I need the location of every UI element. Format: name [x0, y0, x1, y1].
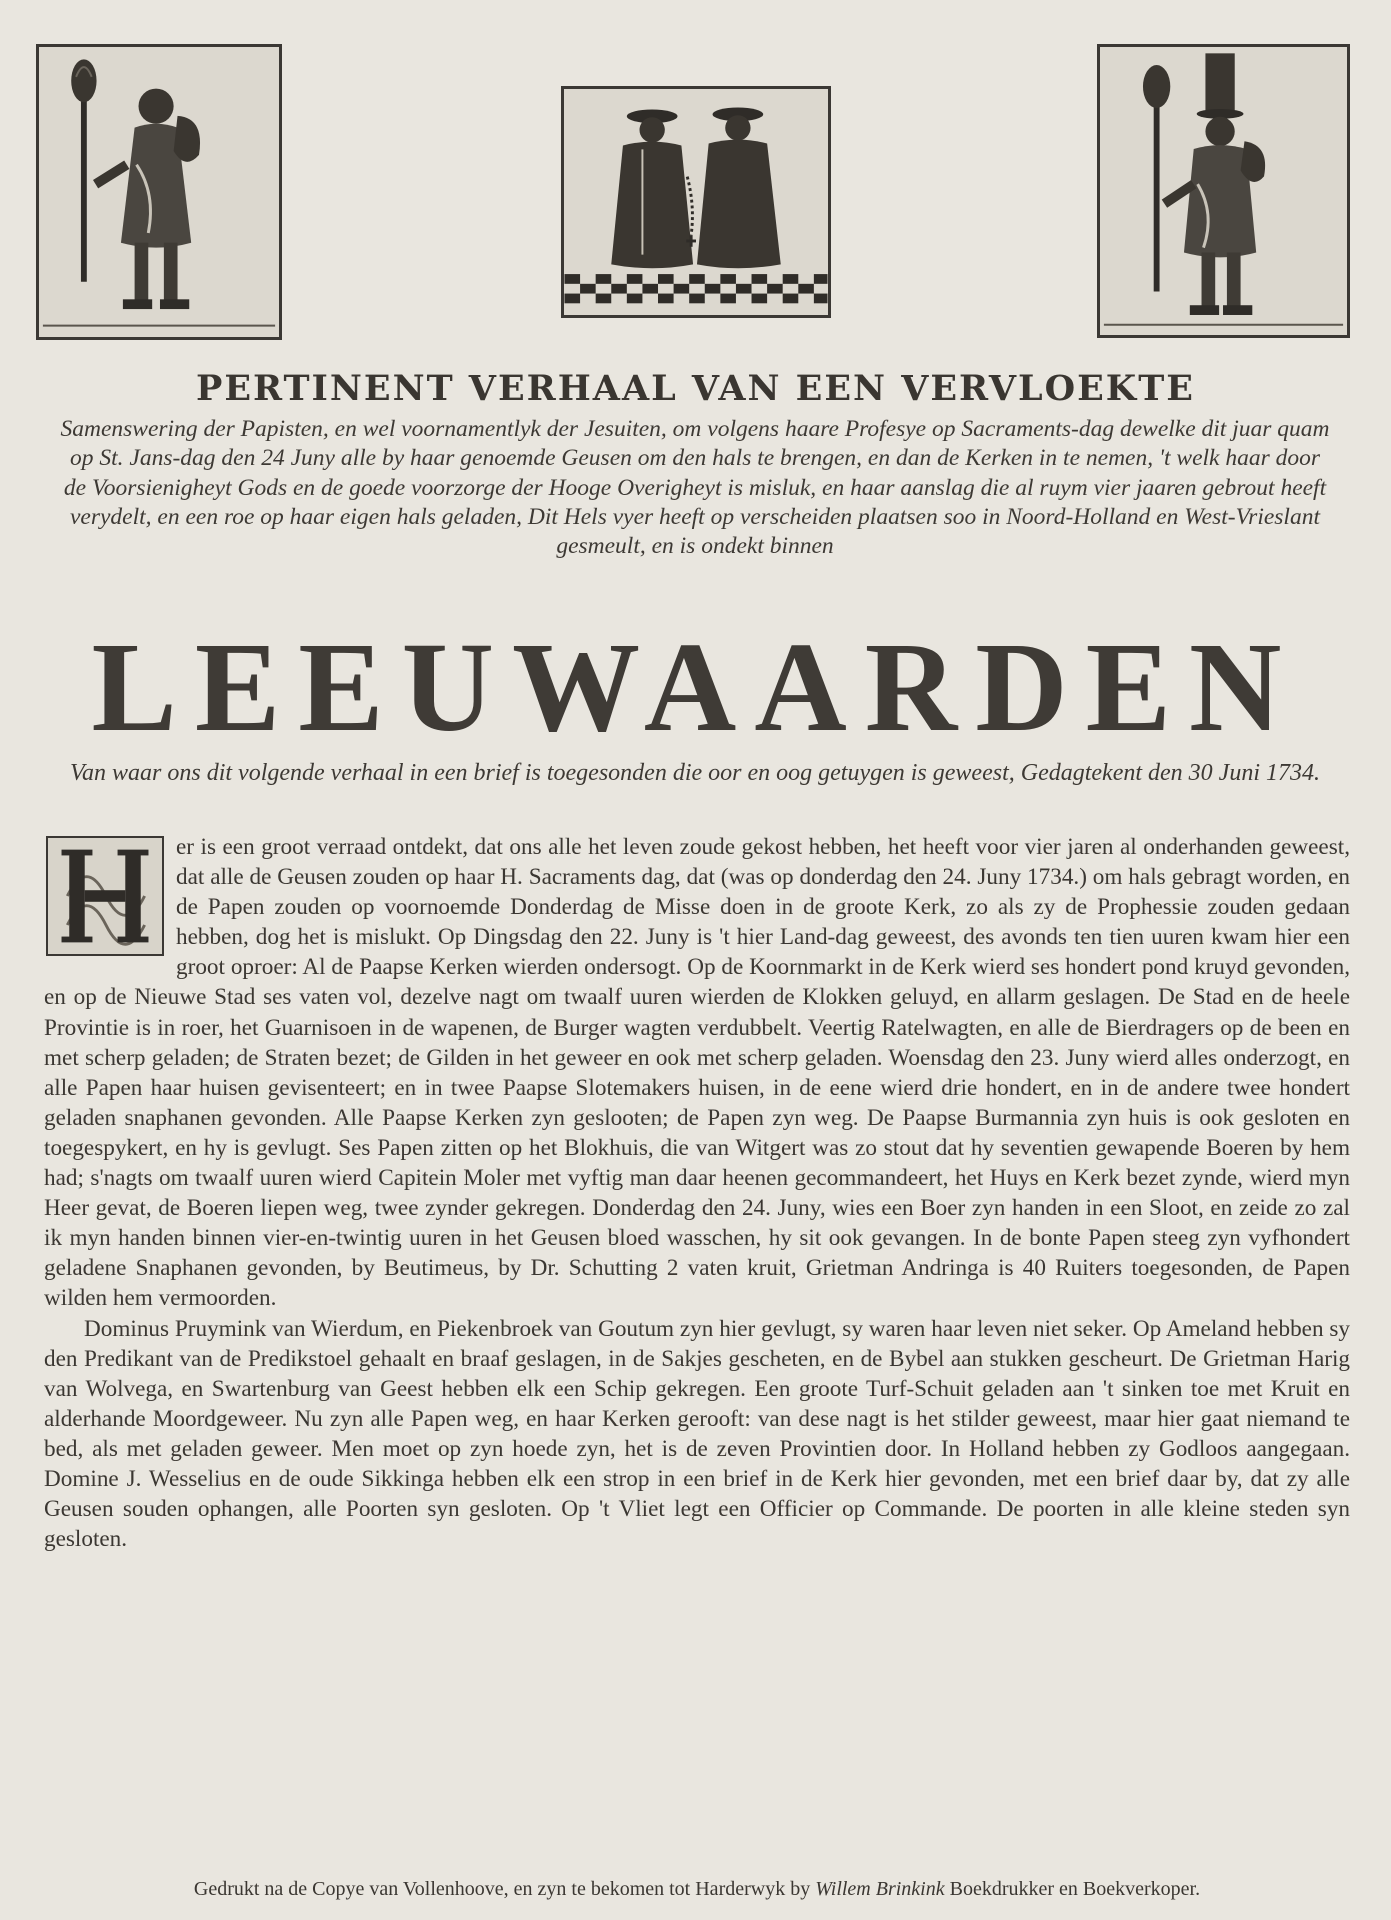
clergymen-illustration: [564, 89, 828, 315]
woodcut-torch-bearer-right: [1097, 44, 1350, 338]
body-paragraph: er is een groot verraad ontdekt, dat ons alle het leven zoude gekost hebben, het heeft voor vier jaren al onderhanden geweest, dat alle de Geusen zouden op haar H. Sacraments dag, dat (was op donderdag den 24. Juny 1734.) om hals gebragt worden, en de Papen zouden op voornoemde Donderdag de Misse doen in de groote Kerk, zo als zy de Prophessie zouden gedaan hebben, dog het is mislukt. Op Dingsdag den 22. Juny is 't hier Land-dag geweest, des avonds ten tien uuren kwam hier een groot oproer: Al de Paapse Kerken wierden ondersogt. Op de Koornmarkt in de Kerk wierd ses hondert pond kruyd gevonden, en op de Nieuwe Stad ses vaten vol, dezelve nagt om twaalf uuren wierden de Klokken geluyd, en allarm geslagen. De Stad en de heele Provintie is in roer, het Guarnisoen in de wapenen, de Burger wagten verdubbelt. Veertig Ratelwagten, en alle de Bierdragers op de been en met scherp geladen; de Straten bezet; de Gilden in het geweer en ook met scherp geladen. Woensdag den 23. Juny wierd alles onderzogt, en alle Papen haar huisen gevisenteert; en in twee Paapse Slotemakers huisen, in de eene wierd drie hondert, en in de andere twee hondert geladen snaphanen gevonden. Alle Paapse Kerken zyn geslooten; de Papen zyn weg. De Paapse Burmannia zyn huis is ook gesloten en toegespykert, en hy is gevlugt. Ses Papen zitten op het Blokhuis, die van Witgert was zo stout dat hy seventien gewapende Boeren by hem had; s'nagts om twaalf uuren wierd Capitein Moler met vyftig man daar heenen gecommandeert, het Huys en Kerk bezet zynde, wierd myn Heer gevat, de Boeren liepen weg, twee zynder gekregen. Donderdag den 24. Juny, wies een Boer zyn handen in een Sloot, en zeide zo zal ik myn handen binnen vier-en-twintig uuren in het Geusen bloed wasschen, hy sit ook gevangen. In de bonte Papen steeg zyn vyfhondert geladene Snaphanen gevonden, by Beutimeus, by Dr. Schutting 2 vaten kruit, Grietman Andringa is 40 Ruiters toegesonden, de Papen wilden hem vermoorden.: [44, 834, 1350, 1312]
dateline: Van waar ons dit volgende verhaal in een brief is toegesonden die oor en oog getuygen is geweest, Gedagtekent den 30 Juni 1734.: [70, 760, 1320, 786]
printer-name: Willem Brinkink: [815, 1878, 945, 1900]
woodcut-torch-bearer-left: [36, 44, 282, 340]
city-name-headline: LEEUWAARDEN: [91, 616, 1300, 758]
tall-hat-figure-illustration: [1100, 47, 1347, 335]
printer-colophon: Gedrukt na de Copye van Vollenhoove, en zyn te bekomen tot Harderwyk by Willem Brinkink Boekdrukker en Boekverkoper.: [193, 1878, 1201, 1900]
woodcut-two-clergymen: [561, 86, 831, 318]
decorated-initial-h-icon: [46, 836, 164, 956]
pamphlet-title: PERTINENT VERHAAL VAN EEN VERVLOEKTE: [196, 368, 1195, 409]
pamphlet-subtitle: Samenswering der Papisten, en wel voornamentlyk der Jesuiten, om volgens haare Profesye op Sacraments-dag dewelke dit juar quam op St. Jans-dag den 24 Juny alle by haar genoemde Geusen om den hals te brengen, en dan de Kerken in te nemen, 't welk haar door de Voorsienigheyt Gods en de goede voorzorge der Hooge Overigheyt is misluk, en haar aanslag die al ruym vier jaaren gebrout heeft verydelt, en een roe op haar eigen hals geladen, Dit Hels vyer heeft op verscheiden plaatsen soo in Noord-Holland en West-Vrieslant gesmeult, en is ondekt binnen: [60, 416, 1330, 560]
torch-bearer-illustration: [39, 47, 279, 337]
body-paragraph: Dominus Pruymink van Wierdum, en Piekenbroek van Goutum zyn hier gevlugt, sy waren haar leven niet seker. Op Ameland hebben sy den Predikant van de Predikstoel gehaalt en braaf geslagen, in de Sakjes gescheten, en de Bybel aan stukken gescheurt. De Grietman Harig van Wolvega, en Swartenburg van Geest hebben elk een Schip gekregen. Een groote Turf-Schuit geladen aan 't sinken toe met Kruit en alderhande Moordgeweer. Nu zyn alle Papen weg, en haar Kerken gerooft: van dese nagt is het stilder geweest, maar hier gaat niemand te bed, als met geladen geweer. Men moet op zyn hoede zyn, het is de zeven Provintien door. In Holland hebben zy Godloos aangegaan. Domine J. Wesselius en de oude Sikkinga hebben elk een strop in een brief in de Kerk hier gevonden, met een brief daar by, dat zy alle Geusen souden ophangen, alle Poorten syn gesloten. Op 't Vliet legt een Officier op Commande. De poorten in alle kleine steden syn gesloten.: [44, 1315, 1350, 1553]
pamphlet-body: [44, 832, 1350, 1554]
